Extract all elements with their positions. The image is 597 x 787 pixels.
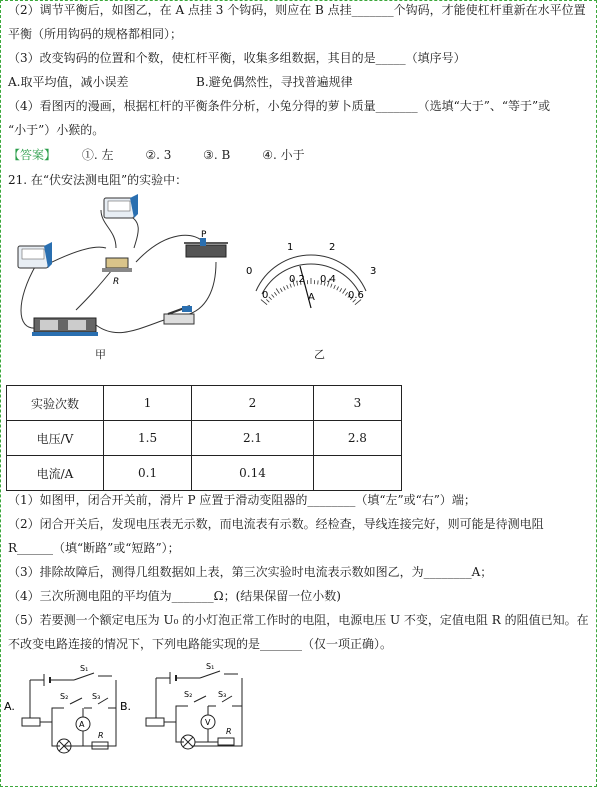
apparatus-figure [6, 190, 236, 350]
q21-part5-line2: 不改变电路连接的情况下，下列电路能实现的是_______（仅一项正确）。 [8, 637, 393, 651]
meter-unit: A [308, 292, 315, 303]
table-cell: 电压/V [7, 421, 104, 456]
q20-option-a: A.取平均值，减小误差 [8, 75, 129, 89]
table-cell: 2 [192, 386, 314, 421]
q20-part4-line2: “小于”）小猴的。 [8, 123, 105, 137]
circuit-diagrams [4, 658, 254, 778]
table-cell: 2.8 [313, 421, 401, 456]
dial-tick [337, 287, 339, 291]
answer-2: ②. 3 [145, 148, 172, 162]
circuit-a [22, 673, 116, 753]
q20-part4-line1: （4）看图丙的漫画，根据杠杆的平衡条件分析，小兔分得的萝卜质量_______（选填“大于”、“等于”或 [8, 99, 551, 113]
answer-4: ④. 小于 [262, 148, 305, 162]
resistor-label: R [113, 277, 120, 287]
table-row [7, 421, 402, 456]
circuit-b-voltmeter: V [205, 718, 211, 727]
q21-part2-line1: （2）闭合开关后，发现电压表无示数，而电流表有示数。经检查，导线连接完好，则可能是待测电阻 [8, 517, 544, 531]
table-row [7, 386, 402, 421]
table-cell: 0.1 [104, 456, 192, 491]
circuit-b-s2: S₂ [184, 690, 193, 699]
q21-part1: （1）如图甲，闭合开关前，滑片 P 应置于滑动变阻器的________（填“左”或“右”）端； [8, 493, 476, 507]
switch-device [164, 306, 194, 324]
bottom-scale-1: 0.2 [289, 274, 305, 285]
circuit-b-label: B. [120, 700, 132, 713]
table-cell [313, 456, 401, 491]
q21-part5-line1: （5）若要测一个额定电压为 U₀ 的小灯泡正常工作时的电阻，电源电压 U 不变，定值电阻 R 的阻值已知。在 [8, 613, 589, 627]
bottom-scale-3: 0.6 [348, 290, 364, 301]
data-table [6, 385, 402, 491]
q20-part3: （3）改变钩码的位置和个数，使杠杆平衡，收集多组数据，其目的是_____（填序号） [8, 51, 466, 65]
dial-tick [334, 285, 336, 289]
circuit-a-ammeter: A [79, 720, 85, 729]
ammeter-device [18, 242, 52, 268]
circuit-b [146, 671, 242, 749]
resistor-device [102, 258, 132, 272]
answer-3: ③. B [203, 148, 231, 162]
bottom-scale-0: 0 [262, 290, 269, 301]
circuit-a-s3: S₃ [92, 692, 101, 701]
dial-tick [276, 289, 279, 294]
answer-1: ①. 左 [81, 148, 114, 162]
q21-title: 21. 在“伏安法测电阻”的实验中： [8, 173, 188, 187]
dial-tick [283, 287, 285, 291]
dial-tick [340, 288, 342, 291]
answer-tag: 【答案】 [8, 148, 57, 162]
table-cell: 电流/A [7, 456, 104, 491]
answer-line [8, 147, 305, 163]
circuit-b-r: R [226, 727, 232, 736]
top-scale-1: 1 [287, 242, 294, 253]
dial-tick [274, 292, 276, 295]
table-cell: 1 [104, 386, 192, 421]
voltmeter-device [104, 194, 138, 218]
q20-part2-line1: （2）调节平衡后，如图乙，在 A 点挂 3 个钩码，则应在 B 点挂_______个钩码，才能使杠杆重新在水平位置 [8, 3, 586, 17]
circuit-a-s1: S₁ [80, 664, 89, 673]
q20-part2-line2: 平衡（所用钩码的规格都相同）； [8, 27, 183, 41]
bottom-scale-2: 0.4 [320, 274, 336, 285]
rheostat-p-label: P [201, 230, 207, 240]
dial-tick [343, 289, 346, 294]
q20-option-b: B.避免偶然性，寻找普遍规律 [196, 75, 353, 89]
circuit-b-s3: S₃ [218, 690, 227, 699]
dial-tick [269, 297, 272, 300]
table-cell: 实验次数 [7, 386, 104, 421]
ammeter-dial-figure [236, 236, 386, 316]
q21-part4: （4）三次所测电阻的平均值为_______Ω；(结果保留一位小数) [8, 589, 341, 603]
table-cell: 1.5 [104, 421, 192, 456]
q21-part3: （3）排除故障后，测得几组数据如上表，第三次实验时电流表示数如图乙，为________A； [8, 565, 493, 579]
circuit-a-label: A. [4, 700, 15, 713]
top-scale-3: 3 [370, 266, 377, 277]
circuit-b-s1: S₁ [206, 662, 215, 671]
dial-tick [280, 288, 282, 291]
circuit-a-s2: S₂ [60, 692, 69, 701]
figure-yi-label: 乙 [314, 348, 325, 361]
q21-part2-line2: R______（填“断路”或“短路”）； [8, 541, 180, 555]
dial-tick [287, 285, 289, 289]
dial-tick [272, 294, 275, 297]
top-scale-0: 0 [246, 266, 253, 277]
table-cell: 2.1 [192, 421, 314, 456]
table-cell: 3 [313, 386, 401, 421]
figure-jia-label: 甲 [95, 348, 106, 361]
table-cell: 0.14 [192, 456, 314, 491]
table-row [7, 456, 402, 491]
circuit-a-r: R [98, 731, 104, 740]
rheostat-device [184, 238, 228, 257]
battery-device [32, 318, 98, 336]
top-scale-2: 2 [329, 242, 336, 253]
